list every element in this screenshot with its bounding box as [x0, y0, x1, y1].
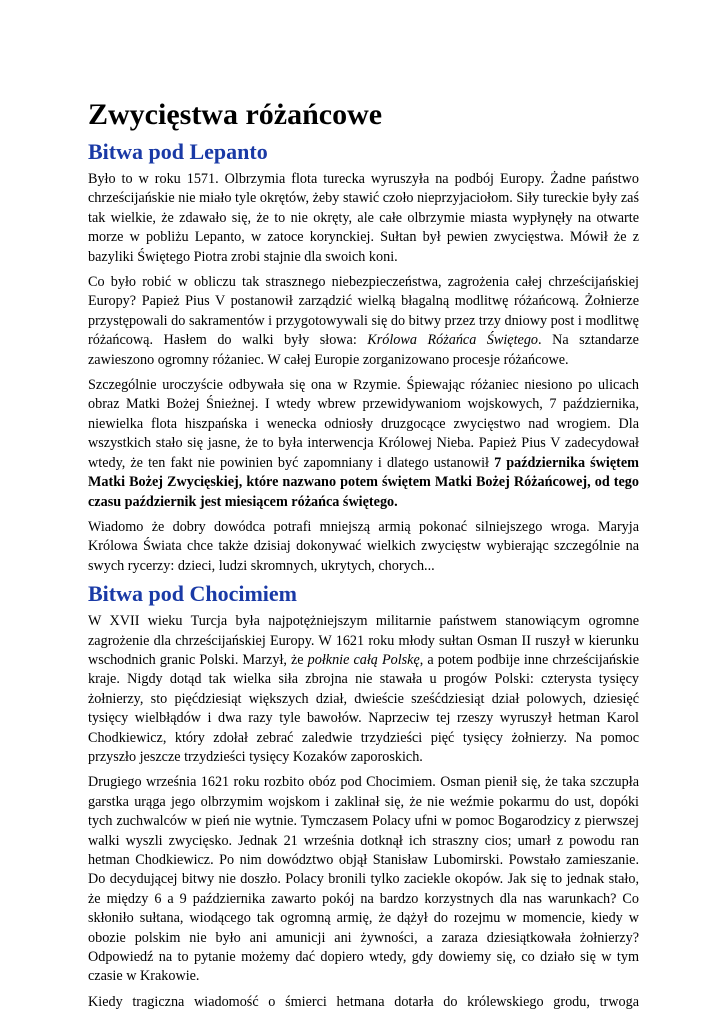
- emphasis-text: połknie całą Polskę: [307, 651, 420, 668]
- section-heading-chocim: Bitwa pod Chocimiem: [88, 581, 297, 607]
- paragraph: Drugiego września 1621 roku rozbito obóz pod Chocimiem. Osman pienił się, że taka szczupła garstka urąga jego olbrzymim wojskom i zaklinał się, że nie weźmie pokarmu do ust, dopóki tych zuchwalców w pień nie wytnie. Tymczasem Polacy ufni w pomoc Bogarodzicy z pierwszej walki wyszli zwycięsko. Jednak 21 września dotknął ich straszny cios; umarł z powodu ran hetman Chodkiewicz. Po nim dowództwo objął Stanisław Lubomirski. Powstało zamieszanie. Do decydującej bitwy nie doszło. Polacy bronili tylko zaciekle okopów. Jak się to jednak stało, że między 6 a 9 października zawarto pokój na bardzo korzystnych dla nas warunkach? Co skłoniło sułtana, wiodącego tak ogromną armię, że dążył do rozejmu w momencie, kiedy w obozie polskim nie było ani amunicji ani żywności, a zaraza dziesiątkowała żołnierzy? Odpowiedź na to pytanie możemy dać dopiero wtedy, gdy dowiemy się, co działo się w tym czasie w Krakowie.: [88, 774, 639, 985]
- paragraph: Kiedy tragiczna wiadomość o śmierci hetmana dotarła do królewskiego grodu, trwoga: [88, 993, 639, 1010]
- paragraph: [88, 273, 639, 370]
- paragraph-text: Co było robić w obliczu tak strasznego niebezpieczeństwa, zagrożenia całej chrześcijańskiej Europy? Papież Pius V postanowił zarządzić wielką błagalną modlitwę różańcową. Żołnierze przystępowali do sakramentów i przygotowywali się do bitwy przez trzy dniowy post i modlitwę różańcową. Hasłem do walki były słowa:: [88, 274, 639, 349]
- paragraph-text: W XVII wieku Turcja była najpotężniejszym militarnie państwem stanowiącym ogromne zagrożenie dla chrześcijańskiej Europy. W 1621 roku młody sułtan Osman II ruszył w kierunku wschodnich granic Polski. Marzył, że: [88, 613, 639, 668]
- page-title: Zwycięstwa różańcowe: [88, 98, 383, 131]
- paragraph: Było to w roku 1571. Olbrzymia flota turecka wyruszyła na podbój Europy. Żadne państwo chrześcijańskie nie miało tyle okrętów, żeby stawić czoło nieprzyjaciołom. Siły tureckie były zaś tak wielkie, że zdawało się, że to nie okręty, ale całe olbrzymie miasta wypłynęły na otwarte morze w pobliżu Lepanto, w zatoce korynckiej. Sułtan był pewien zwycięstwa. Mówił że z bazyliki Świętego Piotra zrobi stajnie dla swoich koni.: [88, 171, 639, 265]
- paragraph-text: Szczególnie uroczyście odbywała się ona w Rzymie. Śpiewając różaniec niesiono po ulicach obraz Matki Bożej Śnieżnej. I wtedy wbrew przewidywaniom wojskowych, 7 października, niewielka flota hiszpańska i wenecka odniosły druzgocące zwycięstwo nad wrogiem. Dla wszystkich stało się jasne, że to była interwencja Królowej Nieba. Papież Pius V zadecydował wtedy, że ten fakt nie powinien być zapomniany i dlatego ustanowił: [88, 377, 639, 471]
- paragraph: Wiadomo że dobry dowódca potrafi mniejszą armią pokonać silniejszego wroga. Maryja Królowa Świata chce także dzisiaj dokonywać wielkich zwycięstw wybierając szczególnie na swych rycerzy: dzieci, ludzi skromnych, ukrytych, chorych...: [88, 518, 639, 574]
- paragraph: [88, 612, 639, 767]
- section-heading-lepanto: Bitwa pod Lepanto: [88, 139, 268, 164]
- bold-text: 7 października świętem Matki Bożej Zwycięskiej, które nazwano potem świętem Matki Bożej Różańcowej, od tego czasu październik jest miesiącem różańca świętego.: [88, 454, 639, 510]
- document-page: [88, 96, 639, 1018]
- paragraph: [88, 376, 639, 512]
- paragraph-text: , a potem podbije inne chrześcijańskie kraje. Nigdy dotąd tak wielka siła zbrojna nie stawała u progów Polski: czterysta tysięcy żołnierzy, sto pięćdziesiąt większych dział, dwieście sześćdziesiąt dział polowych, dziesięć tysięcy wielbłądów i dwa razy tyle bawołów. Naprzeciw tej rzeszy wyruszył hetman Karol Chodkiewicz, który zdołał zebrać zaledwie trzydzieści pięć tysięcy żołnierzy. Na pomoc przyszło jeszcze trzydzieści tysięcy Kozaków zaporoskich.: [88, 651, 639, 765]
- paragraph-text: . Na sztandarze zawieszono ogromny różaniec. W całej Europie zorganizowano procesje różańcowe.: [88, 332, 639, 368]
- emphasis-text: Królowa Różańca Świętego: [367, 332, 539, 349]
